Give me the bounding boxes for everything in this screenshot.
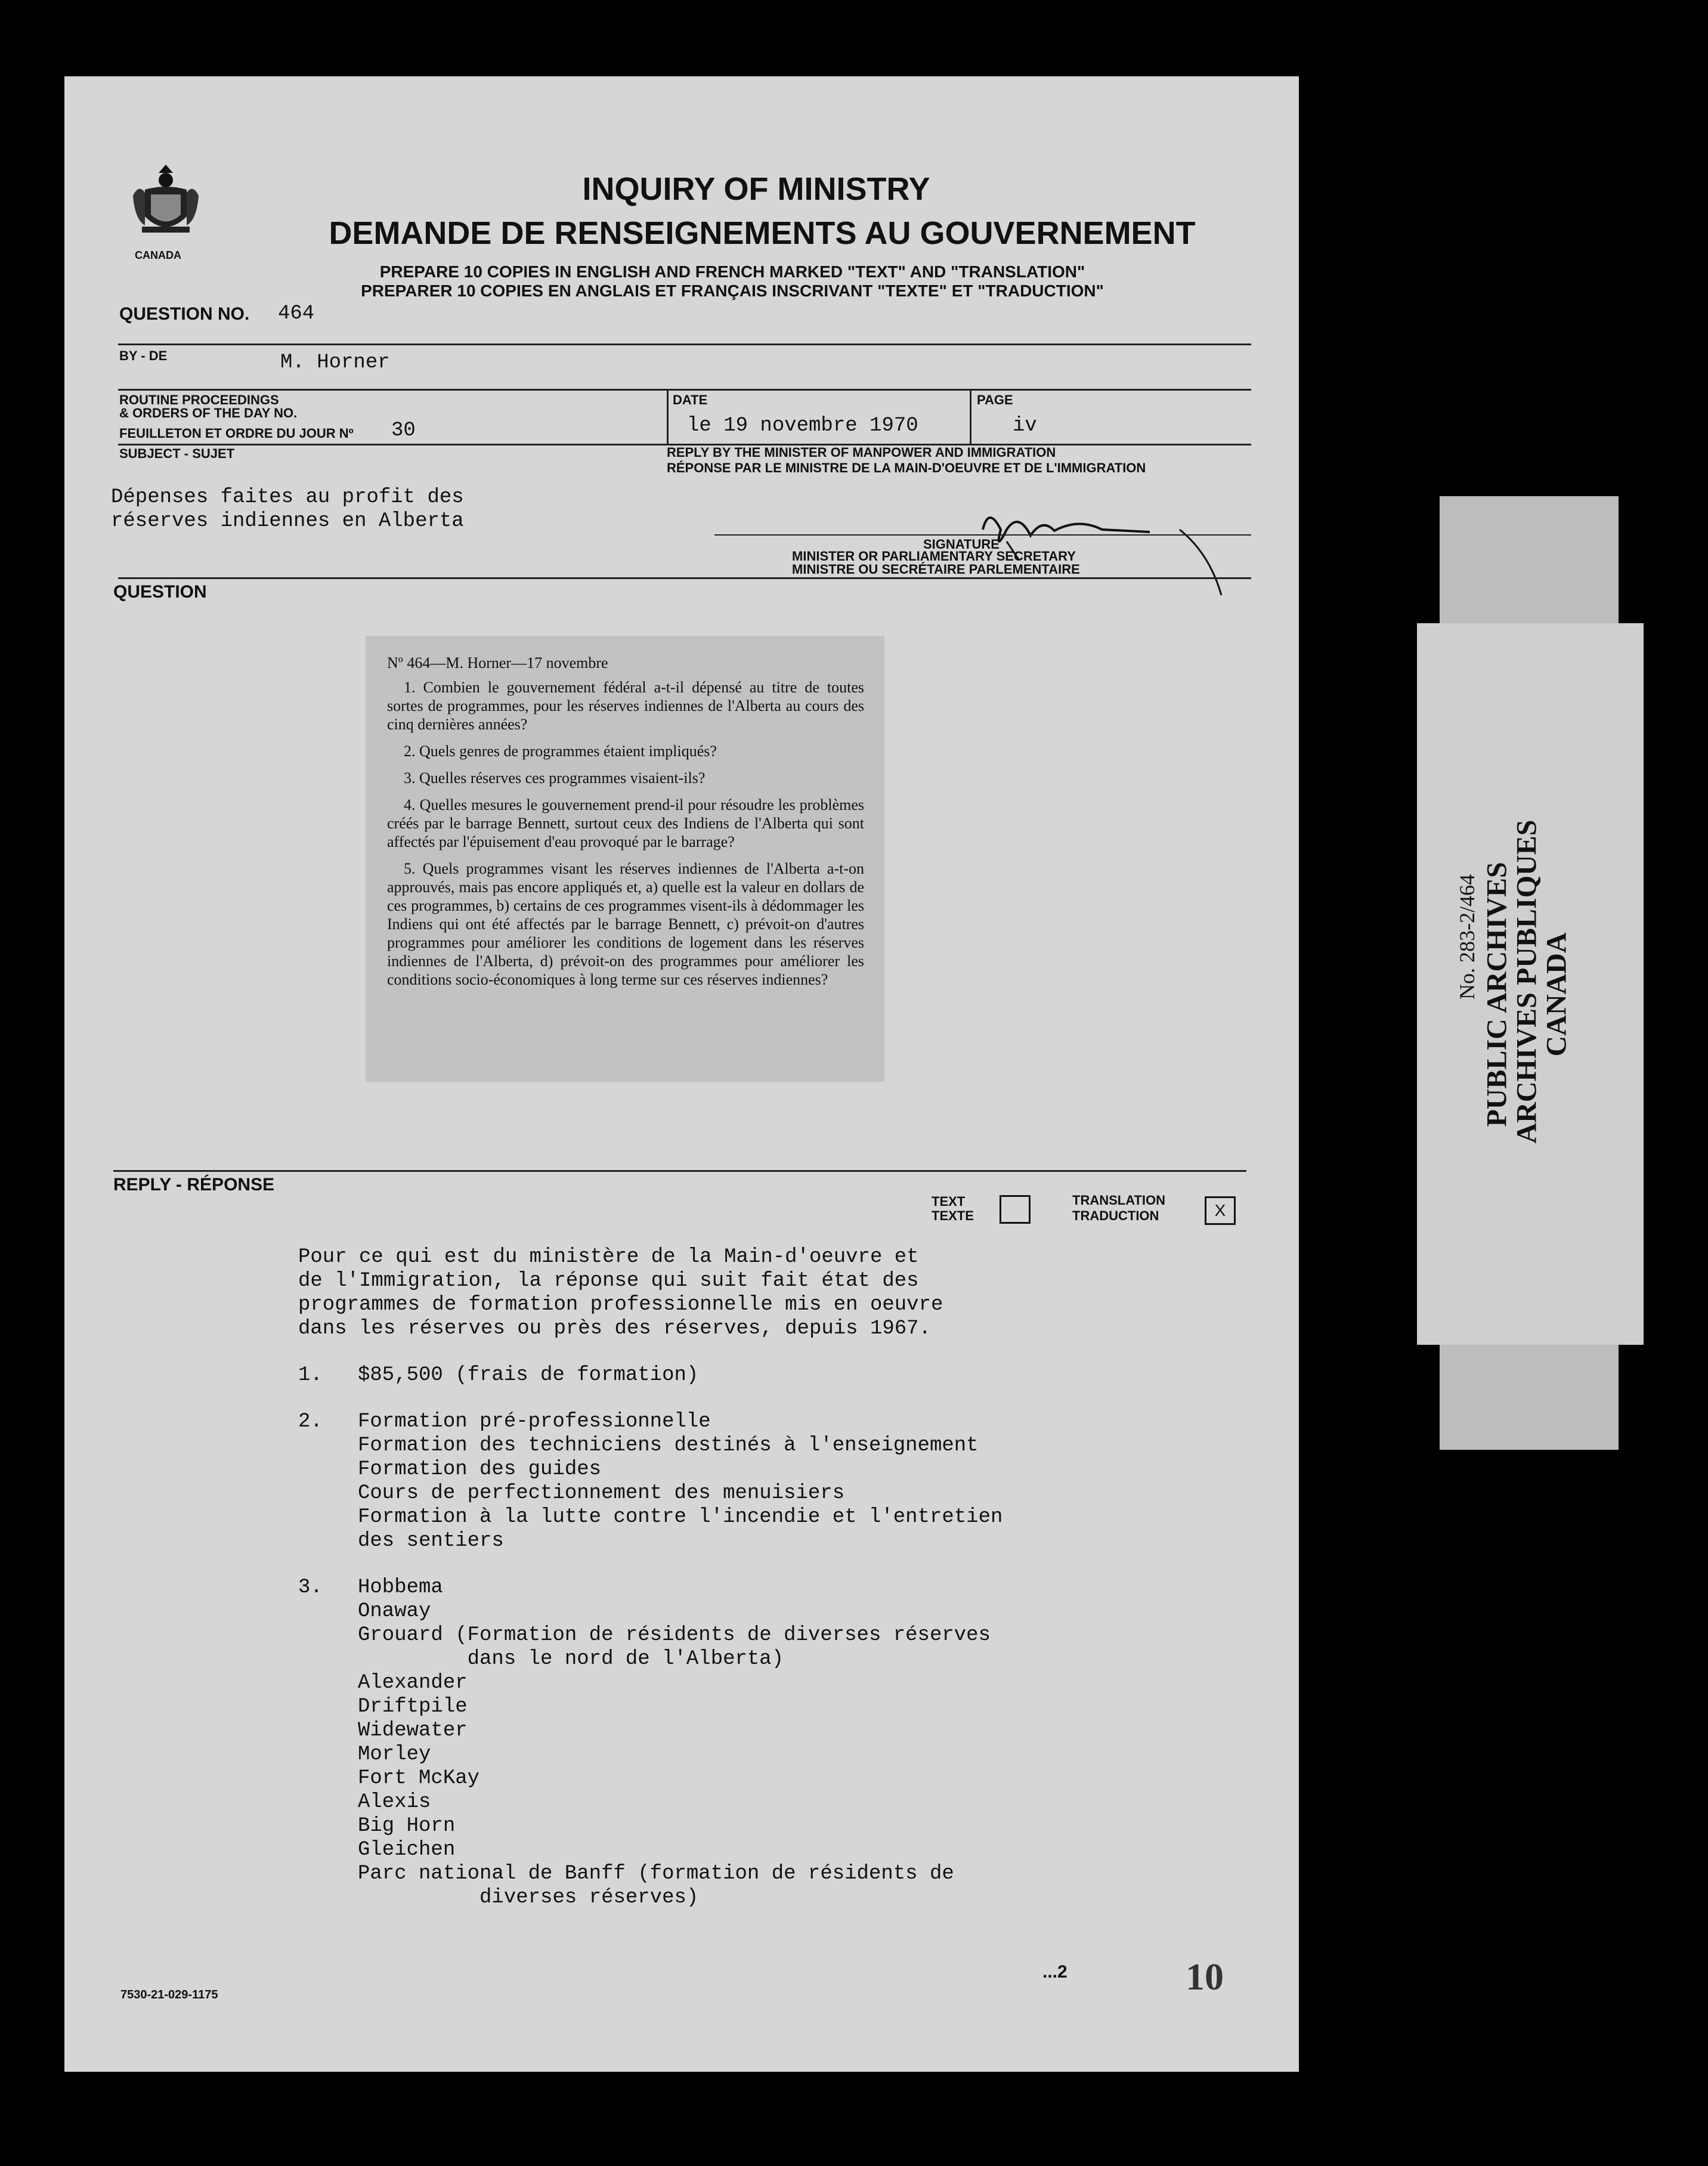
archive-slip-line1: PUBLIC ARCHIVES: [1481, 862, 1513, 1127]
question-label: QUESTION: [113, 582, 207, 602]
reply-item-3-line: Parc national de Banff (formation de résidents de: [358, 1862, 954, 1885]
reply-item-3-line: Alexis: [358, 1791, 431, 1814]
reply-item-2-line: Formation pré-professionnelle: [358, 1410, 711, 1433]
reply-intro-1: Pour ce qui est du ministère de la Main-d'oeuvre et: [298, 1246, 919, 1268]
date-label: DATE: [673, 392, 708, 407]
signature-label: SIGNATURE: [923, 537, 1000, 552]
signature-line: [714, 534, 1251, 536]
reply-intro-2: de l'Immigration, la réponse qui suit fait état des: [298, 1270, 919, 1292]
clipping-question-4: 4. Quelles mesures le gouvernement prend-il pour résoudre les problèmes créés par le barrage Bennett, surtout ceux des Indiens de l'Alberta qui sont affectés par l'épuisement d'eau provoqué par le barrage?: [387, 796, 864, 850]
routine-label-3: FEUILLETON ET ORDRE DU JOUR Nº: [119, 426, 354, 441]
reply-item-3-line: Onaway: [358, 1600, 431, 1623]
subject-value-1: Dépenses faites au profit des: [111, 486, 464, 509]
stamp-number: 10: [1186, 1955, 1224, 1998]
text-label-en: TEXT: [932, 1194, 966, 1209]
instruction-en: PREPARE 10 COPIES IN ENGLISH AND FRENCH MARKED "TEXT" AND "TRANSLATION": [379, 262, 1085, 281]
text-label-fr: TEXTE: [932, 1208, 974, 1223]
reply-label: REPLY - RÉPONSE: [113, 1175, 275, 1195]
archive-slip-number: No. 283-2/464: [1455, 874, 1479, 1000]
clipping-question-2: 2. Quels genres de programmes étaient impliqués?: [404, 742, 717, 760]
reply-item-1-number: 1.: [298, 1364, 323, 1387]
translation-label-fr: TRADUCTION: [1072, 1208, 1159, 1223]
divider: [113, 1170, 1246, 1172]
reply-item-2-line: Cours de perfectionnement des menuisiers: [358, 1482, 845, 1505]
reply-item-2-line: des sentiers: [358, 1530, 504, 1552]
reply-item-2-line: Formation des techniciens destinés à l'enseignement: [358, 1434, 979, 1457]
reply-item-3-line: Fort McKay: [358, 1767, 480, 1790]
routine-label-2: & ORDERS OF THE DAY NO.: [119, 406, 298, 420]
date-value: le 19 novembre 1970: [687, 414, 918, 437]
divider: [118, 389, 1251, 391]
clipping-question-5: 5. Quels programmes visant les réserves indiennes de l'Alberta a-t-on approuvés, mais pas encore appliqués et, a) quelle est la valeur en dollars de ces programmes, b) certains de ces programmes visent-ils à dédommager les Indiens qui ont été affectés par le barrage Bennett, c) prévoit-on d'autres programmes pour améliorer les conditions de logement dans les réserves indiennes de l'Alberta, d) prévoit-on des programmes pour améliorer les conditions socio-économiques à long terme sur ces réserves indiennes?: [387, 860, 864, 988]
text-checkbox[interactable]: [1000, 1195, 1031, 1224]
subject-value-2: réserves indiennes en Alberta: [111, 510, 464, 533]
question-no-label: QUESTION NO.: [119, 304, 250, 324]
by-value: M. Horner: [280, 351, 390, 374]
reply-item-3-line: dans le nord de l'Alberta): [358, 1648, 784, 1670]
translation-checkbox[interactable]: X: [1205, 1196, 1236, 1225]
reply-item-3-line: Hobbema: [358, 1576, 443, 1599]
form-page: [64, 76, 1299, 2072]
signature-role-en: MINISTER OR PARLIAMENTARY SECRETARY: [792, 549, 1076, 564]
question-clipping: [366, 636, 884, 1082]
reply-item-2-line: Formation des guides: [358, 1458, 602, 1481]
reply-item-3-line: Driftpile: [358, 1695, 468, 1718]
page-value: iv: [1013, 414, 1037, 437]
reply-intro-3: programmes de formation professionnelle mis en oeuvre: [298, 1294, 943, 1316]
reply-item-3-line: diverses réserves): [358, 1886, 699, 1909]
by-label: BY - DE: [119, 348, 168, 363]
title-fr: DEMANDE DE RENSEIGNEMENTS AU GOUVERNEMENT: [329, 215, 1196, 251]
routine-label-1: ROUTINE PROCEEDINGS: [119, 392, 279, 407]
reply-item-3-line: Alexander: [358, 1672, 468, 1694]
question-no-value: 464: [278, 302, 315, 325]
reply-item-1-text: $85,500 (frais de formation): [358, 1364, 699, 1387]
emblem-caption: CANADA: [135, 249, 181, 261]
divider: [118, 344, 1251, 345]
archive-slip-top: [1440, 496, 1619, 625]
archive-slip-bottom: [1440, 1345, 1619, 1450]
form-number: 7530-21-029-1175: [120, 1988, 218, 2001]
reply-item-3-line: Widewater: [358, 1719, 468, 1742]
coat-of-arms-icon: [124, 160, 208, 249]
subject-label: SUBJECT - SUJET: [119, 446, 235, 461]
continuation-marker: ...2: [1042, 1962, 1068, 1982]
reply-item-3-line: Big Horn: [358, 1815, 456, 1837]
reply-intro-4: dans les réserves ou près des réserves, depuis 1967.: [298, 1317, 931, 1340]
archive-slip-line2: ARCHIVES PUBLIQUES: [1511, 819, 1543, 1144]
reply-by-en: REPLY BY THE MINISTER OF MANPOWER AND IMMIGRATION: [667, 445, 1056, 460]
reply-item-2-line: Formation à la lutte contre l'incendie et l'entretien: [358, 1506, 1003, 1528]
divider: [667, 389, 669, 445]
reply-item-3-number: 3.: [298, 1576, 323, 1599]
divider: [970, 389, 971, 445]
title-en: INQUIRY OF MINISTRY: [582, 171, 930, 207]
reply-item-3-line: Gleichen: [358, 1839, 456, 1861]
routine-value: 30: [391, 419, 416, 442]
divider: [118, 577, 1251, 579]
reply-item-3-line: Grouard (Formation de résidents de diverses réserves: [358, 1624, 991, 1647]
signature-role-fr: MINISTRE OU SECRÉTAIRE PARLEMENTAIRE: [792, 562, 1080, 577]
archive-slip-line3: CANADA: [1540, 932, 1573, 1057]
page-label: PAGE: [977, 392, 1013, 407]
clipping-heading: Nº 464—M. Horner—17 novembre: [387, 654, 608, 672]
translation-label-en: TRANSLATION: [1072, 1193, 1166, 1208]
reply-by-fr: RÉPONSE PAR LE MINISTRE DE LA MAIN-D'OEUVRE ET DE L'IMMIGRATION: [667, 460, 1146, 475]
instruction-fr: PREPARER 10 COPIES EN ANGLAIS ET FRANÇAIS INSCRIVANT "TEXTE" ET "TRADUCTION": [361, 281, 1104, 300]
reply-item-3-line: Morley: [358, 1743, 431, 1766]
clipping-question-1: 1. Combien le gouvernement fédéral a-t-il dépensé au titre de toutes sortes de programmes, pour les réserves indiennes de l'Alberta au cours des cinq dernières années?: [387, 679, 864, 733]
reply-item-2-number: 2.: [298, 1410, 323, 1433]
clipping-question-3: 3. Quelles réserves ces programmes visaient-ils?: [404, 769, 706, 787]
